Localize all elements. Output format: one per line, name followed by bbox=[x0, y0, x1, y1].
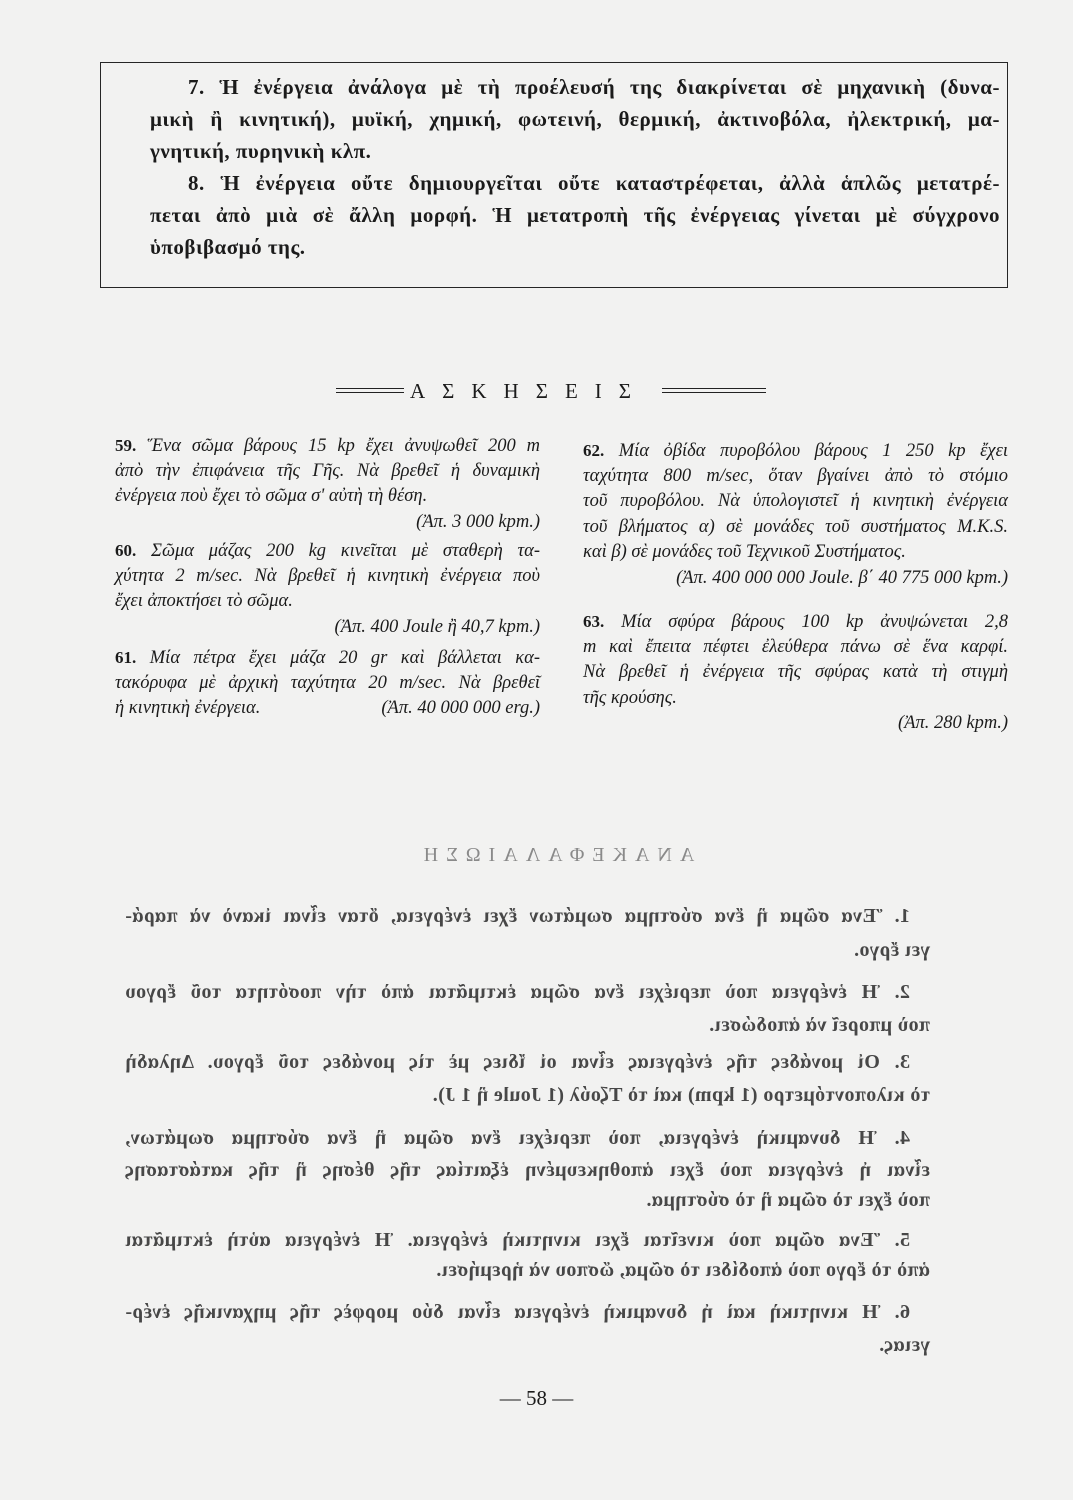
summary-item-8-line-2: πεται ἀπὸ μιὰ σὲ ἄλλη μορφή. Ἡ μετατροπὴ τῆς ἐνέργειας γίνεται μὲ σύγχρονο bbox=[150, 203, 1000, 227]
exercise-answer: (Ἀπ. 3 000 kpm.) bbox=[416, 511, 540, 532]
exercise-text: Μία πέτρα ἔχει μάζα 20 gr καὶ βάλλεται κα- bbox=[149, 648, 541, 668]
exercise-answer: (Ἀπ. 400 Joule ἢ 40,7 kpm.) bbox=[334, 616, 540, 637]
exercise-number: 63. bbox=[583, 612, 605, 631]
exercise-line: τῆς κρούσης. bbox=[583, 687, 677, 708]
show-through-number: 1. bbox=[894, 905, 910, 927]
exercise-line: τοῦ πυροβόλου. Νὰ ὑπολογιστεῖ ἡ κινητικὴ ἐνέργεια bbox=[583, 491, 1008, 511]
exercise-line bbox=[583, 609, 1008, 635]
exercise-60 bbox=[115, 538, 540, 640]
show-through-line-text: Ἕνα σῶμα ποὺ κινεῖται ἔχει κινητικὴ ἐνέργεια. Ἡ ἐνέργεια αὐτὴ ἐκτιμᾶται bbox=[125, 1229, 880, 1251]
show-through-line: εἶναι ἡ ἐνέργεια ποὺ ἔχει ἀποθηκευμένη ἐξαιτίας τῆς θέσης ἢ τῆς κατάστασης bbox=[125, 1159, 930, 1181]
show-through-heading: ΑΝΑΚΕΦΑΛΑΙΩΣΗ bbox=[415, 844, 695, 866]
show-through-line: ποὺ μπορεῖ νὰ ἀποδώσει. bbox=[708, 1014, 930, 1036]
summary-item-number: 7. bbox=[188, 75, 205, 99]
exercise-line: m καὶ ἔπειτα πέφτει ἐλεύθερα πάνω σὲ ἕνα καρφί. bbox=[583, 636, 1008, 657]
exercises-heading: ΑΣΚΗΣΕΙΣ bbox=[410, 379, 648, 403]
summary-item-7-line-2: μικὴ ἢ κινητική), μυϊκή, χημική, φωτεινή, θερμική, ἀκτινοβόλα, ἠλεκτρική, μα- bbox=[150, 107, 1000, 131]
exercise-line: Νὰ βρεθεῖ ἡ ἐνέργεια τῆς σφύρας κατὰ τὴ στιγμὴ bbox=[583, 662, 1008, 682]
exercise-line: τοῦ βλήματος α) σὲ μονάδες τοῦ συστήματος M.K.S. bbox=[583, 516, 1008, 537]
show-through-line bbox=[125, 977, 910, 1007]
show-through-text bbox=[125, 840, 930, 1370]
show-through-line-text: Ἡ δυναμικὴ ἐνέργεια, ποὺ περιέχει ἕνα σῶμα ἢ ἕνα σύστημα σωμάτων, bbox=[125, 1127, 877, 1149]
show-through-line: ποὺ ἔχει τὸ σῶμα ἢ τὸ σύστημα. bbox=[646, 1189, 930, 1211]
exercise-62 bbox=[583, 438, 1008, 591]
show-through-line bbox=[125, 1123, 910, 1153]
exercise-line: ταχύτητα 800 m/sec, ὅταν βγαίνει ἀπὸ τὸ στόμιο bbox=[583, 465, 1008, 486]
exercise-answer: (Ἀπ. 40 000 000 erg.) bbox=[381, 698, 540, 718]
show-through-number: 5. bbox=[894, 1229, 910, 1251]
exercise-line bbox=[115, 645, 540, 671]
exercise-text: Μία σφύρα βάρους 100 kp ἀνυψώνεται 2,8 bbox=[621, 612, 1009, 632]
page-number: — 58 — bbox=[499, 1386, 574, 1410]
exercise-line: καὶ β) σὲ μονάδες τοῦ Τεχνικοῦ Συστήματος. bbox=[583, 542, 906, 562]
exercise-line: ἐνέργεια ποὺ ἔχει τὸ σῶμα σ' αὐτὴ τὴ θέση. bbox=[115, 486, 428, 506]
show-through-number: 6. bbox=[894, 1301, 910, 1323]
show-through-line: γειας. bbox=[878, 1334, 930, 1356]
show-through-number: 3. bbox=[894, 1051, 910, 1073]
exercise-number: 62. bbox=[583, 441, 605, 460]
exercise-number: 60. bbox=[115, 541, 137, 560]
exercise-number: 61. bbox=[115, 648, 137, 667]
show-through-line: ἀπὸ τὸ ἔργο ποὺ ἀποδίδει τὸ σῶμα, ὥσπου νὰ ἠρεμήσει. bbox=[436, 1259, 930, 1281]
show-through-line: τὸ κιλοποντόμετρο (1 kpm) καὶ τὸ Τζούλ (1 Joule ἢ 1 J). bbox=[432, 1084, 930, 1106]
summary-item-7-line-1 bbox=[188, 71, 1000, 103]
exercise-text: Ἕνα σῶμα βάρους 15 kp ἔχει ἀνυψωθεῖ 200 m bbox=[147, 436, 541, 456]
show-through-line-text: Ἕνα σῶμα ἢ ἕνα σύστημα σωμάτων ἔχει ἐνέργεια, ὅταν εἶναι ἱκανὸ νὰ παρά- bbox=[124, 905, 883, 927]
exercise-answer: (Ἀπ. 280 kpm.) bbox=[898, 713, 1008, 733]
exercise-line bbox=[583, 438, 1008, 464]
show-through-line-text: Οἱ μονάδες τῆς ἐνέργειας εἶναι οἱ ἴδιες μὲ τὶς μονάδες τοῦ ἔργου. Δηλαδὴ bbox=[124, 1051, 880, 1073]
show-through-line bbox=[125, 1225, 910, 1255]
exercise-line: τακόρυφα μὲ ἀρχικὴ ταχύτητα 20 m/sec. Νὰ βρεθεῖ bbox=[115, 672, 540, 693]
exercise-line bbox=[115, 696, 540, 722]
show-through-line-text: Ἡ ἐνέργεια ποὺ περιέχει ἕνα σῶμα ἐκτιμᾶται ἀπὸ τὴν ποσότητα τοῦ ἔργου bbox=[125, 981, 880, 1003]
summary-item-number: 8. bbox=[188, 171, 205, 195]
heading-rule-right bbox=[662, 388, 766, 393]
show-through-line bbox=[125, 1047, 910, 1077]
exercise-text: Μία ὀβίδα πυροβόλου βάρους 1 250 kp ἔχει bbox=[618, 441, 1009, 461]
heading-rule-left bbox=[336, 388, 404, 393]
show-through-line-text: Ἡ κινητικὴ καὶ ἡ δυναμικὴ ἐνέργεια εἶναι δύο μορφὲς τῆς μηχανικῆς ἐνέρ- bbox=[125, 1301, 881, 1323]
exercise-line: ἀπὸ τὴν ἐπιφάνεια τῆς Γῆς. Νὰ βρεθεῖ ἡ δυναμικὴ bbox=[115, 460, 540, 481]
summary-item-8-line-3: ὑποβιβασμό της. bbox=[150, 235, 306, 259]
show-through-line bbox=[125, 1297, 910, 1327]
exercise-63 bbox=[583, 609, 1008, 737]
exercise-line: ἔχει ἀποκτήσει τὸ σῶμα. bbox=[115, 591, 293, 611]
exercise-59 bbox=[115, 433, 540, 535]
exercise-61 bbox=[115, 645, 540, 722]
show-through-line bbox=[125, 901, 910, 931]
exercise-answer: (Ἀπ. 400 000 000 Joule. β΄ 40 775 000 kpm.) bbox=[676, 567, 1008, 588]
summary-item-text: Ἡ ἐνέργεια οὔτε δημιουργεῖται οὔτε καταστρέφεται, ἀλλὰ ἁπλῶς μετατρέ- bbox=[220, 171, 1001, 195]
exercise-line bbox=[115, 433, 540, 459]
summary-item-8-line-1 bbox=[188, 167, 1000, 199]
exercise-line bbox=[115, 538, 540, 564]
exercise-number: 59. bbox=[115, 436, 137, 455]
exercise-text: Σῶμα μάζας 200 kg κινεῖται μὲ σταθερὴ τα- bbox=[150, 541, 540, 561]
show-through-line: γει ἔργο. bbox=[853, 939, 930, 961]
show-through-number: 4. bbox=[894, 1127, 910, 1149]
summary-item-7-line-3: γνητική, πυρηνικὴ κλπ. bbox=[150, 139, 372, 163]
summary-item-text: Ἡ ἐνέργεια ἀνάλογα μὲ τὴ προέλευσή της διακρίνεται σὲ μηχανικὴ (δυνα- bbox=[219, 75, 1001, 99]
exercise-line: χύτητα 2 m/sec. Νὰ βρεθεῖ ἡ κινητικὴ ἐνέργεια ποὺ bbox=[115, 565, 540, 586]
exercise-text: ἡ κινητικὴ ἐνέργεια. bbox=[115, 698, 261, 718]
show-through-number: 2. bbox=[894, 981, 910, 1003]
